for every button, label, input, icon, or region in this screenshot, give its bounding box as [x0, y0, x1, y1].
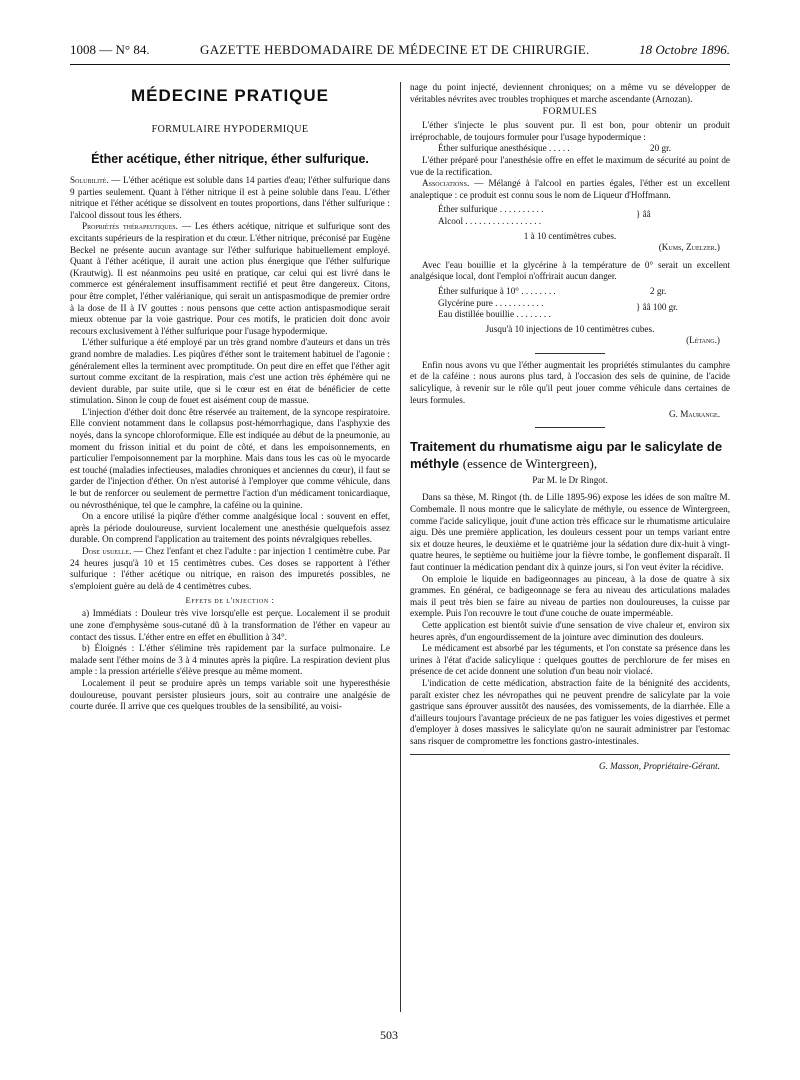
page-number: 503	[380, 1028, 398, 1042]
separator	[535, 427, 605, 428]
paragraph-body: L'injection d'éther doit donc être réservée au traitement, de la syncope respiratoire. Elle convient notamment dans le collapsus post-hémorrhagique, dans l'asphyxie des noyés, dans la syncope chloroformique. Elle est indiquée au début de la pneumonie, au moment du frisson initial et du point de côté, et dans les empoisonnements, en particulier l'empoisonnement par la morphine. Mais dans tous les cas où le myocarde est touché (maladies infectieuses, maladies chroniques et anciennes du cœur), il faut se garder de l'injection d'éther. On n'est autorisé à l'employer que comme véhicule, dans le but de renforcer ou seulement de permettre l'action d'un médicament tonicardiaque, ou névrosthénique, tel que le camphre, la caféine ou la quinine.	[70, 406, 390, 510]
text: — Les éthers acétique, nitrique et sulfurique sont des excitants supérieurs de la respiration et du cœur. L'éther nitrique, préconisé par Eugène Beckel ne présente aucun avantage sur l'éther sulfurique habituellement employé. Quant à l'éther acétique, il aurait une action plus énergique que l'éther sulfurique (Krautwig). Il est néanmoins peu usité en pratique, car celui qui est livré dans le commerce est généralement insuffisamment rectifié et peut être dangereux. Citons, pour être complet, l'éther valérianique, qui serait un antispasmodique de premier ordre à la dose de II à IV gouttes : nous pensons que cette action antispasmodique serait mieux obtenue par la voie gastrique. Pour ces motifs, le praticien doit donc avoir recours exclusivement à l'éther sulfurique pour l'usage hypodermique.	[70, 221, 390, 336]
section-title: MÉDECINE PRATIQUE	[130, 86, 330, 105]
left-column	[70, 82, 390, 713]
article2-paragraph: On emploie le liquide en badigeonnages au pinceau, à la dose de quatre à six grammes. En général, ce badigeonnage se fera au niveau des articulations malades mais il peut très bien se faire au niveau de parties non douloureuses, la cuisse par exemple. Puis l'on recouvre le tout d'une couche de ouate imperméable.	[410, 573, 730, 619]
effets-eloignes: b) Éloignés : L'éther s'élimine très rapidement par la surface pulmonaire. Le malade sent l'éther moins de 3 à 4 minutes après la piqûre. La respiration devient plus ample : la pression artérielle s'élève presque au même moment.	[70, 643, 390, 677]
header-issue: 1008 — N° 84.	[70, 42, 150, 57]
article2-paragraph: Le médicament est absorbé par les téguments, et l'on constate sa présence dans les urines à l'état d'acide salicylique : quelques gouttes de perchlorure de fer mises en présence de cet acide donnent une solution d'un beau noir violacé.	[410, 643, 730, 677]
article2-title	[410, 438, 730, 472]
article2-author: Par M. le Dr Ringot.	[532, 474, 608, 485]
lead: Associations.	[422, 178, 470, 189]
text: — Chez l'enfant et chez l'adulte : par injection 1 centimètre cube. Par 24 heures jusqu'à 10 et 15 centimètres cubes. Ces doses se rapportent à l'éther sulfurique : l'éther acétique ou nitrique, en raison des impuretés possibles, ne s'emploient guère au delà de 4 centimètres cubes.	[70, 546, 390, 591]
effets-immediats: a) Immédiats : Douleur très vive lorsqu'elle est perçue. Localement il se produit une zone d'emphysème sous-cutané dû à la transformation de l'éther en vapeur au contact des tissus. L'éther entre en effet en ébullition à 34°.	[70, 608, 390, 642]
formula-ingredient: Eau distillée bouillie . . . . . . . .	[438, 309, 551, 320]
formula-1	[410, 143, 730, 155]
formula-ingredient: Glycérine pure . . . . . . . . . . .	[438, 297, 544, 308]
formula-3-dose: Jusqu'à 10 injections de 10 centimètres cubes.	[485, 323, 655, 334]
formules-title: FORMULES	[542, 107, 598, 118]
formula-quantity: } ââ 100 gr.	[636, 301, 678, 312]
formula-3-source: (Létang.)	[686, 335, 720, 346]
formules-intro: L'éther s'injecte le plus souvent pur. Il est bon, pour obtenir un produit irréprochable, de toujours formuler pour l'usage hypodermique :	[410, 120, 730, 142]
formula-ingredient: Éther sulfurique à 10° . . . . . . . .	[438, 285, 556, 296]
formula-line	[410, 286, 730, 298]
article2-title-bold: Traitement du rhumatisme aigu par le salicylate de méthyle	[410, 438, 723, 471]
enfin-paragraph: Enfin nous avons vu que l'éther augmentait les propriétés stimulantes du camphre et de la caféine : nous aurons plus tard, à l'occasion des sels de quinine, de l'acide salicylique, à revenir sur le rôle qu'il peut jouer comme véhicule dans certaines de leurs formules.	[410, 359, 730, 405]
paragraph-proprietes	[70, 221, 390, 337]
formula-ingredient: Alcool . . . . . . . . . . . . . . . . .	[438, 215, 542, 226]
subsection-title: FORMULAIRE HYPODERMIQUE	[151, 124, 309, 135]
gerant-line: G. Masson, Propriétaire-Gérant.	[598, 760, 720, 771]
lead: Dose usuelle.	[82, 546, 132, 556]
article2-title-plain: (essence de Wintergreen),	[462, 455, 598, 471]
effets-title: Effets de l'injection :	[185, 595, 275, 606]
paragraph-solubilite	[70, 175, 390, 221]
formula-aa: ââ	[642, 209, 651, 220]
article-title: Éther acétique, éther nitrique, éther sulfurique.	[91, 152, 369, 166]
associations-paragraph	[410, 178, 730, 201]
text: — Mélangé à l'alcool en parties égales, l'éther est un excellent analeptique : ce produit est connu sous le nom de Liqueur d'Hoffmann.	[410, 178, 730, 200]
formula-aa: ââ 100 gr.	[642, 301, 678, 312]
article2-paragraph: Cette application est bientôt suivie d'une sensation de vive chaleur et, environ six heures après, d'un engourdissement de la jointure avec diminution des douleurs.	[410, 619, 730, 642]
text: — L'éther acétique est soluble dans 14 parties d'eau; l'éther sulfurique dans 9 parties seulement. Quant à l'éther nitrique il est à peine soluble dans l'eau. L'éther nitrique et l'éther acétique se dissolvent en toutes proportions, dans l'éther sulfurique : l'alcool dissout tous les éthers.	[70, 175, 390, 220]
lead: Solubilité.	[70, 175, 109, 185]
separator	[410, 754, 730, 755]
formula-3	[410, 286, 730, 321]
paragraph-dose	[70, 546, 390, 592]
header-date: 18 Octobre 1896.	[639, 42, 730, 57]
paragraph-body: On a encore utilisé la piqûre d'éther comme analgésique local : souvent en effet, après la période douloureuse, survient localement une anesthésie quelquefois assez durable. On comprend l'application au traitement des points névralgiques rebelles.	[70, 511, 390, 545]
formula-2	[410, 204, 730, 227]
paragraph-body: L'éther sulfurique a été employé par un très grand nombre d'auteurs et dans un très grand nombre de maladies. Les piqûres d'éther sont le traitement habituel de l'agonie : généralement elles la terminent avec promptitude. On peut dire en effet que l'éther agit surtout comme excitant de la respiration, mais c'est une action très éphémère qui ne devient durable, par suite utile, que si le cœur est en état de bénéficier de cette stimulation. Sinon le coup de fouet est aisément coup de massue.	[70, 337, 390, 406]
formula-1-note: L'éther préparé pour l'anesthésie offre en effet le maximum de sécurité au point de vue de la rectification.	[410, 154, 730, 177]
formula-ingredient: Éther sulfurique anesthésique . . . . .	[438, 143, 570, 154]
effets-local: Localement il peut se produire après un temps variable soit une hyperesthésie douloureuse, pouvant persister plusieurs jours, soit au contraire une analgésie de courte durée. Il arrive que ces quelques troubles de la sensibilité, au voisi-	[70, 677, 390, 712]
formula-quantity: 20 gr.	[650, 143, 671, 154]
formula-quantity: 2 gr.	[650, 285, 667, 296]
formula-2-source: (Kums, Zuelzer.)	[658, 242, 720, 253]
article2-paragraph: Dans sa thèse, M. Ringot (th. de Lille 1895-96) expose les idées de son maître M. Combemale. Il nous montre que le salicylate de méthyle, ou essence de Wintergreen, comme l'acide salicylique, jouit d'une action très efficace sur le rhumatisme articulaire aigu. Dès une première application, les douleurs cessent pour un temps variant entre six et douze heures, le deuxième et le quatrième jour la sédation dure dix-huit à vingt-quatre heures, le septième ou huitième jour la fièvre tombe, le gonflement disparaît. Il faut continuer la médication pendant dix à quinze jours, si l'on veut éviter la récidive.	[410, 492, 730, 572]
right-column	[410, 82, 730, 772]
running-header	[70, 40, 730, 65]
lead: Propriétés thérapeutiques.	[82, 221, 178, 232]
signature-maurange: G. Maurange.	[668, 409, 720, 420]
formula-ingredient: Éther sulfurique . . . . . . . . . .	[438, 204, 544, 215]
formula-quantity: } ââ	[636, 209, 651, 220]
article2-paragraph: L'indication de cette médication, abstraction faite de la bénignité des accidents, paraît exister chez les névropathes qui ne peuvent prendre de salicylate par la voie gastrique sans éprouver aussitôt des nausées, des vomissements, de la diarrhée. Elle a d'ailleurs toujours l'avantage précieux de ne pas fatiguer les voies digestives et permet d'employer à doses massives le salicylate qu'on ne saurait administrer par l'estomac sans risquer de compromettre les fonctions gastro-intestinales.	[410, 677, 730, 746]
formula-3-intro: Avec l'eau bouillie et la glycérine à la température de 0° serait un excellent analgésique local, dont l'emploi n'offrirait aucun danger.	[410, 259, 730, 282]
header-publication: GAZETTE HEBDOMADAIRE DE MÉDECINE ET DE CHIRURGIE.	[200, 42, 590, 57]
continuation-text: nage du point injecté, deviennent chroniques; on a même vu se développer de véritables névrites avec troubles trophiques et marche ascendante (Arnozan).	[410, 82, 730, 104]
column-divider	[400, 82, 401, 1012]
formula-2-dose: 1 à 10 centimètres cubes.	[523, 230, 617, 241]
separator	[535, 353, 605, 354]
